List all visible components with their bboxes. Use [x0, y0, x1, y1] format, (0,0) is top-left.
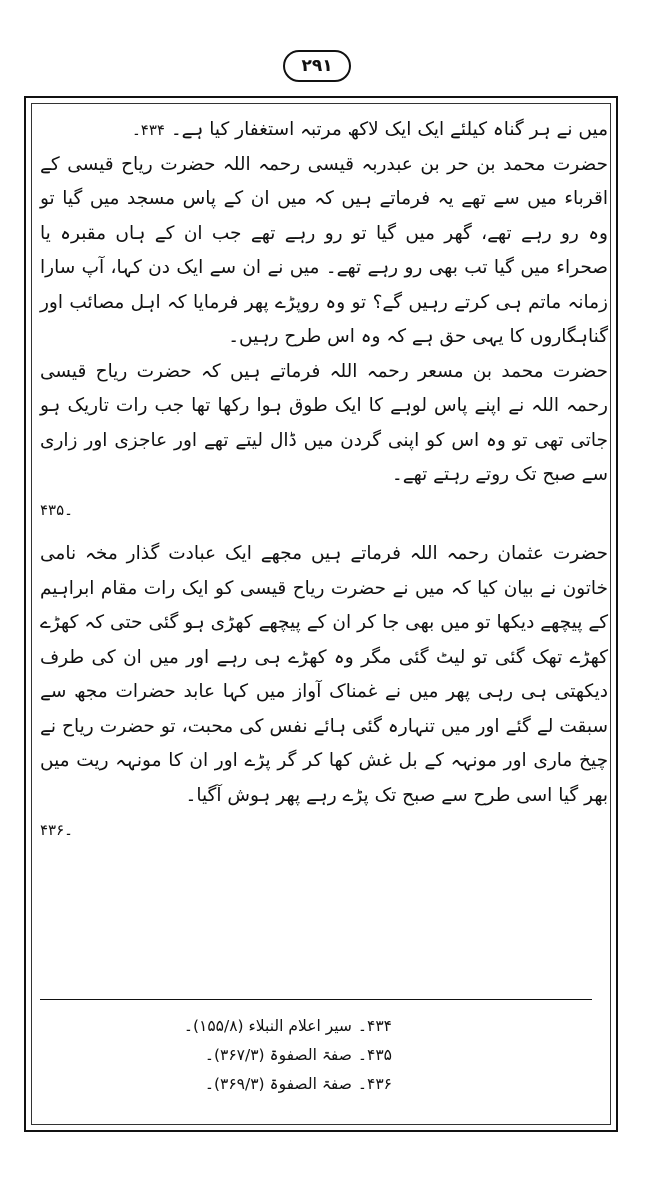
paragraph-1: [40, 113, 608, 148]
ref-434: ۴۳۴۔: [131, 121, 165, 139]
ref-435: ۴۳۵۔: [40, 500, 73, 519]
paragraph-4: حضرت عثمان رحمہ اللہ فرماتے ہیں مجھے ایک عبادت گذار مخہ نامی خاتون نے بیان کیا کہ میں نے حضرت ریاح قیسی کو ایک رات مقام ابراہیم کے پیچھے دیکھا تو میں بھی جا کر ان کے پیچھے کھڑی ہو گئی حتی کہ کھڑے کھڑے تھک گئی تو لیٹ گئی مگر وہ کھڑے ہی رہے اور میں ان کی طرف دیکھتی ہی رہی پھر میں نے غمناک آواز میں کہا عابد حضرات مجھ سے سبقت لے گئے اور میں تنہارہ گئی ہائے نفس کی محبت، تو حضرت ریاح نے چیخ ماری اور مونہہ کے بل غش کھا کر گر پڑے اور ان کا مونہہ ریت میں بھر گیا اسی طرح سے صبح تک پڑے رہے پھر ہوش آگیا۔: [40, 543, 608, 806]
footnote-item: ۴۳۴۔سیر اعلام النبلاء (۱۵۵/۸)۔: [183, 1017, 392, 1035]
footnote-divider: [40, 999, 592, 1000]
paragraph-1-text: میں نے ہر گناہ کیلئے ایک ایک لاکھ مرتبہ استغفار کیا ہے۔: [170, 119, 608, 140]
footnote-item: ۴۳۵۔صفۃ الصفوۃ (۳۶۷/۳)۔: [204, 1046, 392, 1064]
ref-436: ۴۳۶۔: [40, 821, 73, 839]
main-text: [40, 113, 608, 848]
page-number: ۲۹۱: [283, 50, 351, 82]
footnotes: [62, 1012, 392, 1099]
paragraph-2: حضرت محمد بن حر بن عبدربہ قیسی رحمہ اللہ حضرت ریاح قیسی کے اقرباء میں سے تھے یہ فرماتے ہیں کہ میں ان کے پاس مسجد میں گیا تو وہ رو رہے تھے، گھر میں گیا تو رو رہے تھے جب ان کے ہاں مقبرہ یا صحراء میں گیا تب بھی رو رہے تھے۔ میں نے ان سے ایک دن کہا، آپ سارا زمانہ ماتم ہی کرتے رہیں گے؟ تو وہ روپڑے پھر فرمایا کہ اہل مصائب اور گناہگاروں کا یہی حق ہے کہ وہ اس طرح رہیں۔: [40, 153, 608, 347]
paragraph-3: حضرت محمد بن مسعر رحمہ اللہ فرماتے ہیں کہ حضرت ریاح قیسی رحمہ اللہ نے اپنے پاس لوہے کا ایک طوق ہوا رکھا تھا جب رات تاریک ہو جاتی تھی تو وہ اس کو اپنی گردن میں ڈال لیتے تھے اور عاجزی اور زاری سے صبح تک روتے رہتے تھے۔: [40, 360, 608, 485]
footnote-item: ۴۳۶۔صفۃ الصفوۃ (۳۶۹/۳)۔: [204, 1075, 392, 1093]
